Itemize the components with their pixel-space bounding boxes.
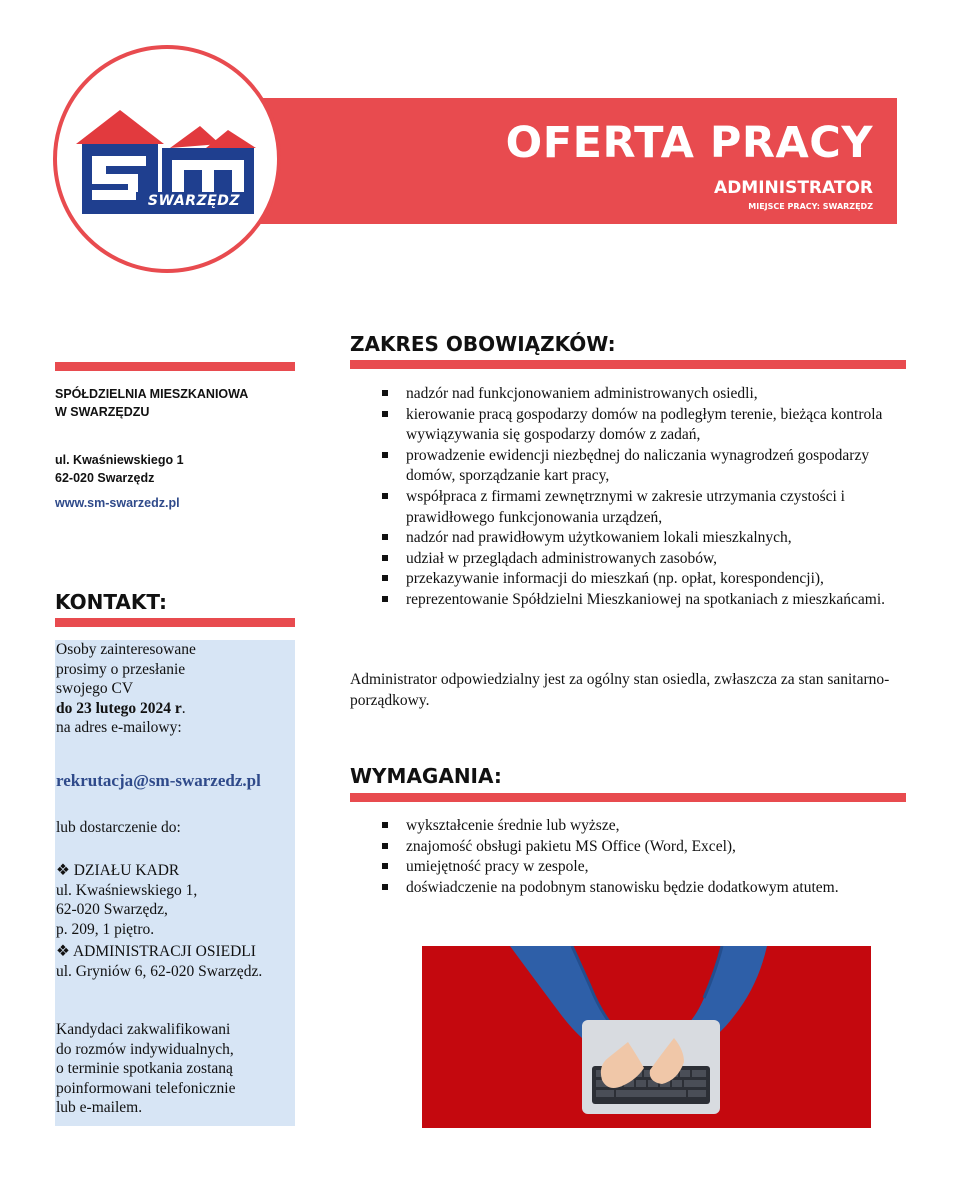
list-item	[380, 878, 920, 899]
list-item-text: znajomość obsługi pakietu MS Office (Word, Excel),	[406, 837, 736, 855]
list-item-text: umiejętność pracy w zespole,	[406, 858, 589, 876]
org-street: ul. Kwaśniewskiego 1	[55, 453, 184, 467]
requirements-list	[380, 816, 920, 898]
typing-hands-illustration	[422, 946, 871, 1128]
list-item-text: prowadzenie ewidencji niezbędnej do naliczania wynagrodzeń gospodarzy domów, sporządzanie kart pracy,	[406, 446, 870, 485]
deadline-date: do 23 lutego 2024 r	[56, 699, 182, 717]
contact-line: swojego CV	[56, 680, 134, 698]
job-position: ADMINISTRATOR	[714, 178, 873, 198]
duties-heading: ZAKRES OBOWIĄZKÓW:	[350, 332, 616, 356]
square-bullet-icon	[382, 822, 388, 828]
dept-address-line: 62-020 Swarzędz,	[56, 901, 168, 919]
list-item-text: przekazywanie informacji do mieszkań (np. opłat, korespondencji),	[406, 570, 824, 588]
closing-line: Kandydaci zakwalifikowani	[56, 1021, 231, 1038]
square-bullet-icon	[382, 575, 388, 581]
list-item-text: wykształcenie średnie lub wyższe,	[406, 817, 620, 834]
duties-note: Administrator odpowiedzialny jest za ogólny stan osiedla, zwłaszcza za stan sanitarno-porządkowy.	[350, 671, 890, 709]
list-item	[380, 590, 900, 611]
diamond-bullet-icon: ❖	[56, 862, 70, 879]
list-item	[380, 549, 900, 570]
logo-wordmark: SWARZĘDZ	[147, 193, 241, 209]
square-bullet-icon	[382, 884, 388, 890]
divider	[55, 362, 295, 371]
dept-name: ADMINISTRACJI OSIEDLI	[72, 943, 256, 961]
page-title: OFERTA PRACY	[505, 118, 873, 168]
org-name	[55, 385, 248, 421]
dept-name: DZIAŁU KADR	[73, 862, 180, 879]
square-bullet-icon	[382, 390, 388, 396]
list-item	[380, 837, 920, 858]
email-link[interactable]: rekrutacja@sm-swarzedz.pl	[56, 771, 261, 790]
list-item-text: udział w przeglądach administrowanych zasobów,	[406, 549, 718, 567]
deadline	[56, 699, 196, 719]
closing-line: do rozmów indywidualnych,	[56, 1040, 234, 1058]
deadline-end: .	[181, 699, 186, 717]
org-address	[55, 451, 184, 487]
contact-intro	[56, 640, 196, 738]
job-location: MIEJSCE PRACY: SWARZĘDZ	[748, 202, 873, 211]
delivery-addresses	[56, 861, 262, 982]
deliver-text: lub dostarczenie do:	[56, 819, 181, 836]
list-item	[380, 384, 900, 405]
diamond-bullet-icon: ❖	[56, 943, 70, 961]
divider	[350, 793, 906, 802]
list-item-text: współpraca z firmami zewnętrznymi w zakresie utrzymania czystości i prawidłowego funkcjonowania urządzeń,	[406, 487, 845, 526]
website-link[interactable]: www.sm-swarzedz.pl	[55, 496, 180, 510]
square-bullet-icon	[382, 555, 388, 561]
contact-line: na adres e-mailowy:	[56, 719, 182, 737]
list-item-text: nadzór nad prawidłowym użytkowaniem lokali mieszkalnych,	[406, 529, 792, 547]
square-bullet-icon	[382, 411, 388, 417]
list-item	[380, 569, 900, 590]
dept-address-line: ul. Gryniów 6, 62-020 Swarzędz.	[56, 962, 263, 980]
org-name-line: SPÓŁDZIELNIA MIESZKANIOWA	[55, 387, 249, 401]
org-name-line: W SWARZĘDZU	[55, 405, 150, 419]
square-bullet-icon	[382, 863, 388, 869]
closing-line: o terminie spotkania zostaną	[56, 1060, 233, 1078]
dept-address-line: ul. Kwaśniewskiego 1,	[56, 881, 198, 899]
list-item	[380, 528, 900, 549]
contact-line: prosimy o przesłanie	[56, 660, 186, 678]
closing-line: lub e-mailem.	[56, 1099, 143, 1117]
divider	[350, 360, 906, 369]
list-item	[380, 816, 920, 837]
contact-heading: KONTAKT:	[55, 590, 167, 614]
contact-line: Osoby zainteresowane	[56, 641, 196, 658]
list-item	[380, 857, 920, 878]
square-bullet-icon	[382, 843, 388, 849]
list-item-text: nadzór nad funkcjonowaniem administrowanych osiedli,	[406, 385, 758, 402]
list-item	[380, 487, 900, 528]
square-bullet-icon	[382, 596, 388, 602]
square-bullet-icon	[382, 493, 388, 499]
list-item	[380, 446, 900, 487]
divider	[55, 618, 295, 627]
square-bullet-icon	[382, 534, 388, 540]
duties-list	[380, 384, 900, 611]
list-item-text: kierowanie pracą gospodarzy domów na podległym terenie, bieżąca kontrola wywiązywania się gospodarzy domów z zadań,	[406, 405, 883, 444]
dept-address-line: p. 209, 1 piętro.	[56, 920, 155, 938]
square-bullet-icon	[382, 452, 388, 458]
list-item	[380, 405, 900, 446]
requirements-heading: WYMAGANIA:	[350, 764, 502, 788]
closing-line: poinformowani telefonicznie	[56, 1079, 236, 1097]
closing-note	[56, 1020, 235, 1118]
list-item-text: doświadczenie na podobnym stanowisku będzie dodatkowym atutem.	[406, 878, 839, 896]
laptop-photo	[422, 946, 871, 1128]
org-city: 62-020 Swarzędz	[55, 471, 155, 485]
list-item-text: reprezentowanie Spółdzielni Mieszkaniowej na spotkaniach z mieszkańcami.	[406, 590, 886, 608]
